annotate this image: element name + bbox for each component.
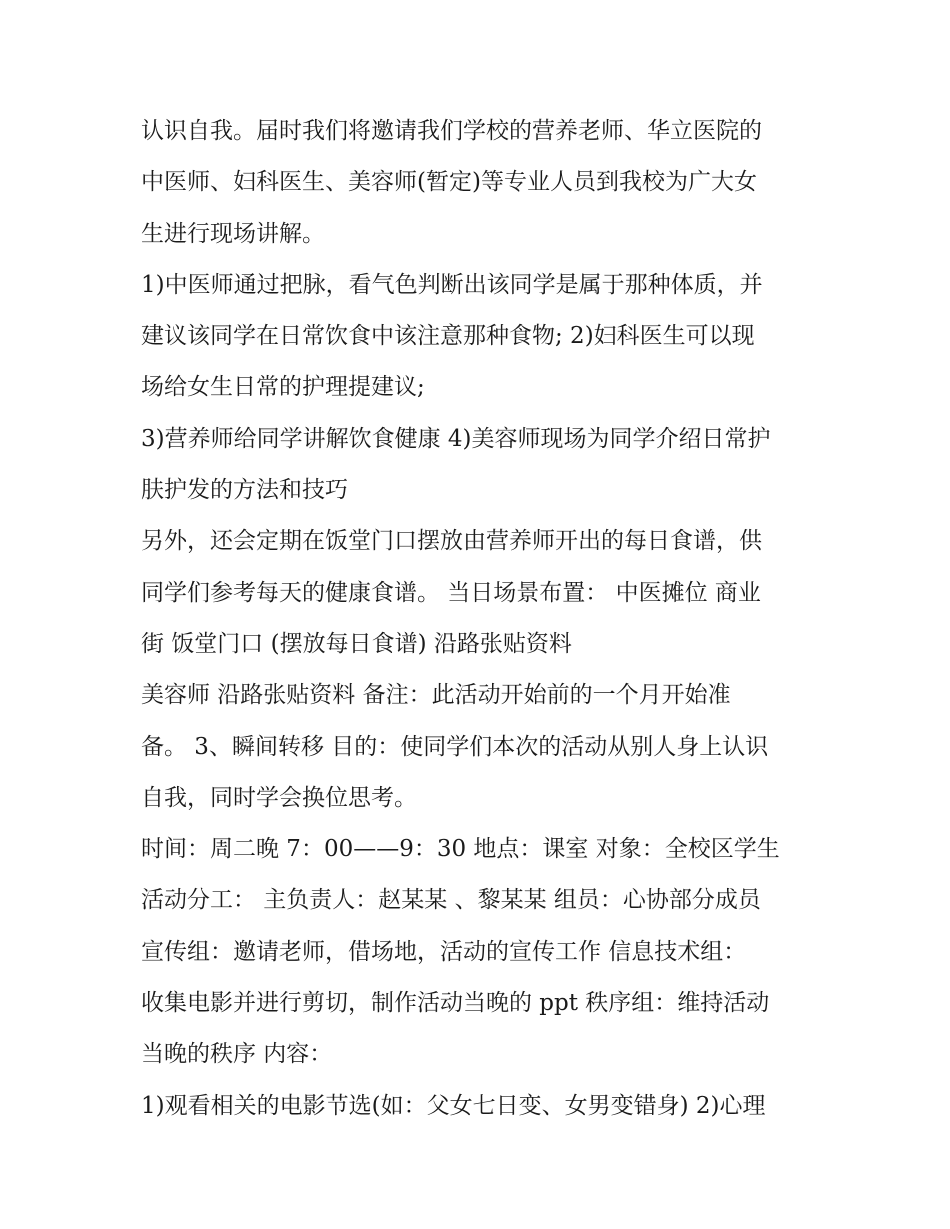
text-line-3: 生进行现场讲解。 [141, 220, 325, 247]
text-line-7: 3)营养师给同学讲解饮食健康 4)美容师现场为同学介绍日常护 [141, 425, 771, 452]
text-line-13: 备。 3、瞬间转移 目的：使同学们本次的活动从别人身上认识 [141, 733, 769, 760]
text-line-10: 同学们参考每天的健康食谱。 当日场景布置： 中医摊位 商业 [141, 579, 761, 606]
document-body [141, 106, 831, 1132]
text-line-17: 宣传组：邀请老师，借场地，活动的宣传工作 信息技术组： [141, 938, 747, 965]
text-line-4: 1)中医师通过把脉，看气色判断出该同学是属于那种体质，并 [141, 271, 763, 298]
text-line-8: 肤护发的方法和技巧 [141, 477, 348, 504]
text-line-5: 建议该同学在日常饮食中该注意那种食物; 2)妇科医生可以现 [141, 323, 755, 350]
text-line-16: 活动分工： 主负责人：赵某某 、黎某某 组员：心协部分成员 [141, 887, 761, 914]
text-line-6: 场给女生日常的护理提建议; [141, 374, 425, 401]
text-line-18: 收集电影并进行剪切，制作活动当晚的 ppt 秩序组：维持活动 [141, 990, 770, 1017]
text-line-19: 当晚的秩序 内容： [141, 1041, 333, 1068]
text-line-2: 中医师、妇科医生、美容师(暂定)等专业人员到我校为广大女 [141, 169, 757, 196]
text-line-20: 1)观看相关的电影节选(如：父女七日变、女男变错身) 2)心理 [141, 1092, 766, 1119]
text-line-14: 自我，同时学会换位思考。 [141, 784, 417, 811]
text-line-1: 认识自我。届时我们将邀请我们学校的营养老师、华立医院的 [141, 118, 762, 144]
text-line-9: 另外，还会定期在饭堂门口摆放由营养师开出的每日食谱，供 [141, 528, 762, 555]
text-line-11: 街 饭堂门口 (摆放每日食谱) 沿路张贴资料 [141, 630, 572, 657]
text-line-12: 美容师 沿路张贴资料 备注：此活动开始前的一个月开始准 [141, 682, 731, 709]
text-line-15: 时间：周二晚 7：00——9：30 地点：课室 对象：全校区学生 [141, 836, 780, 863]
